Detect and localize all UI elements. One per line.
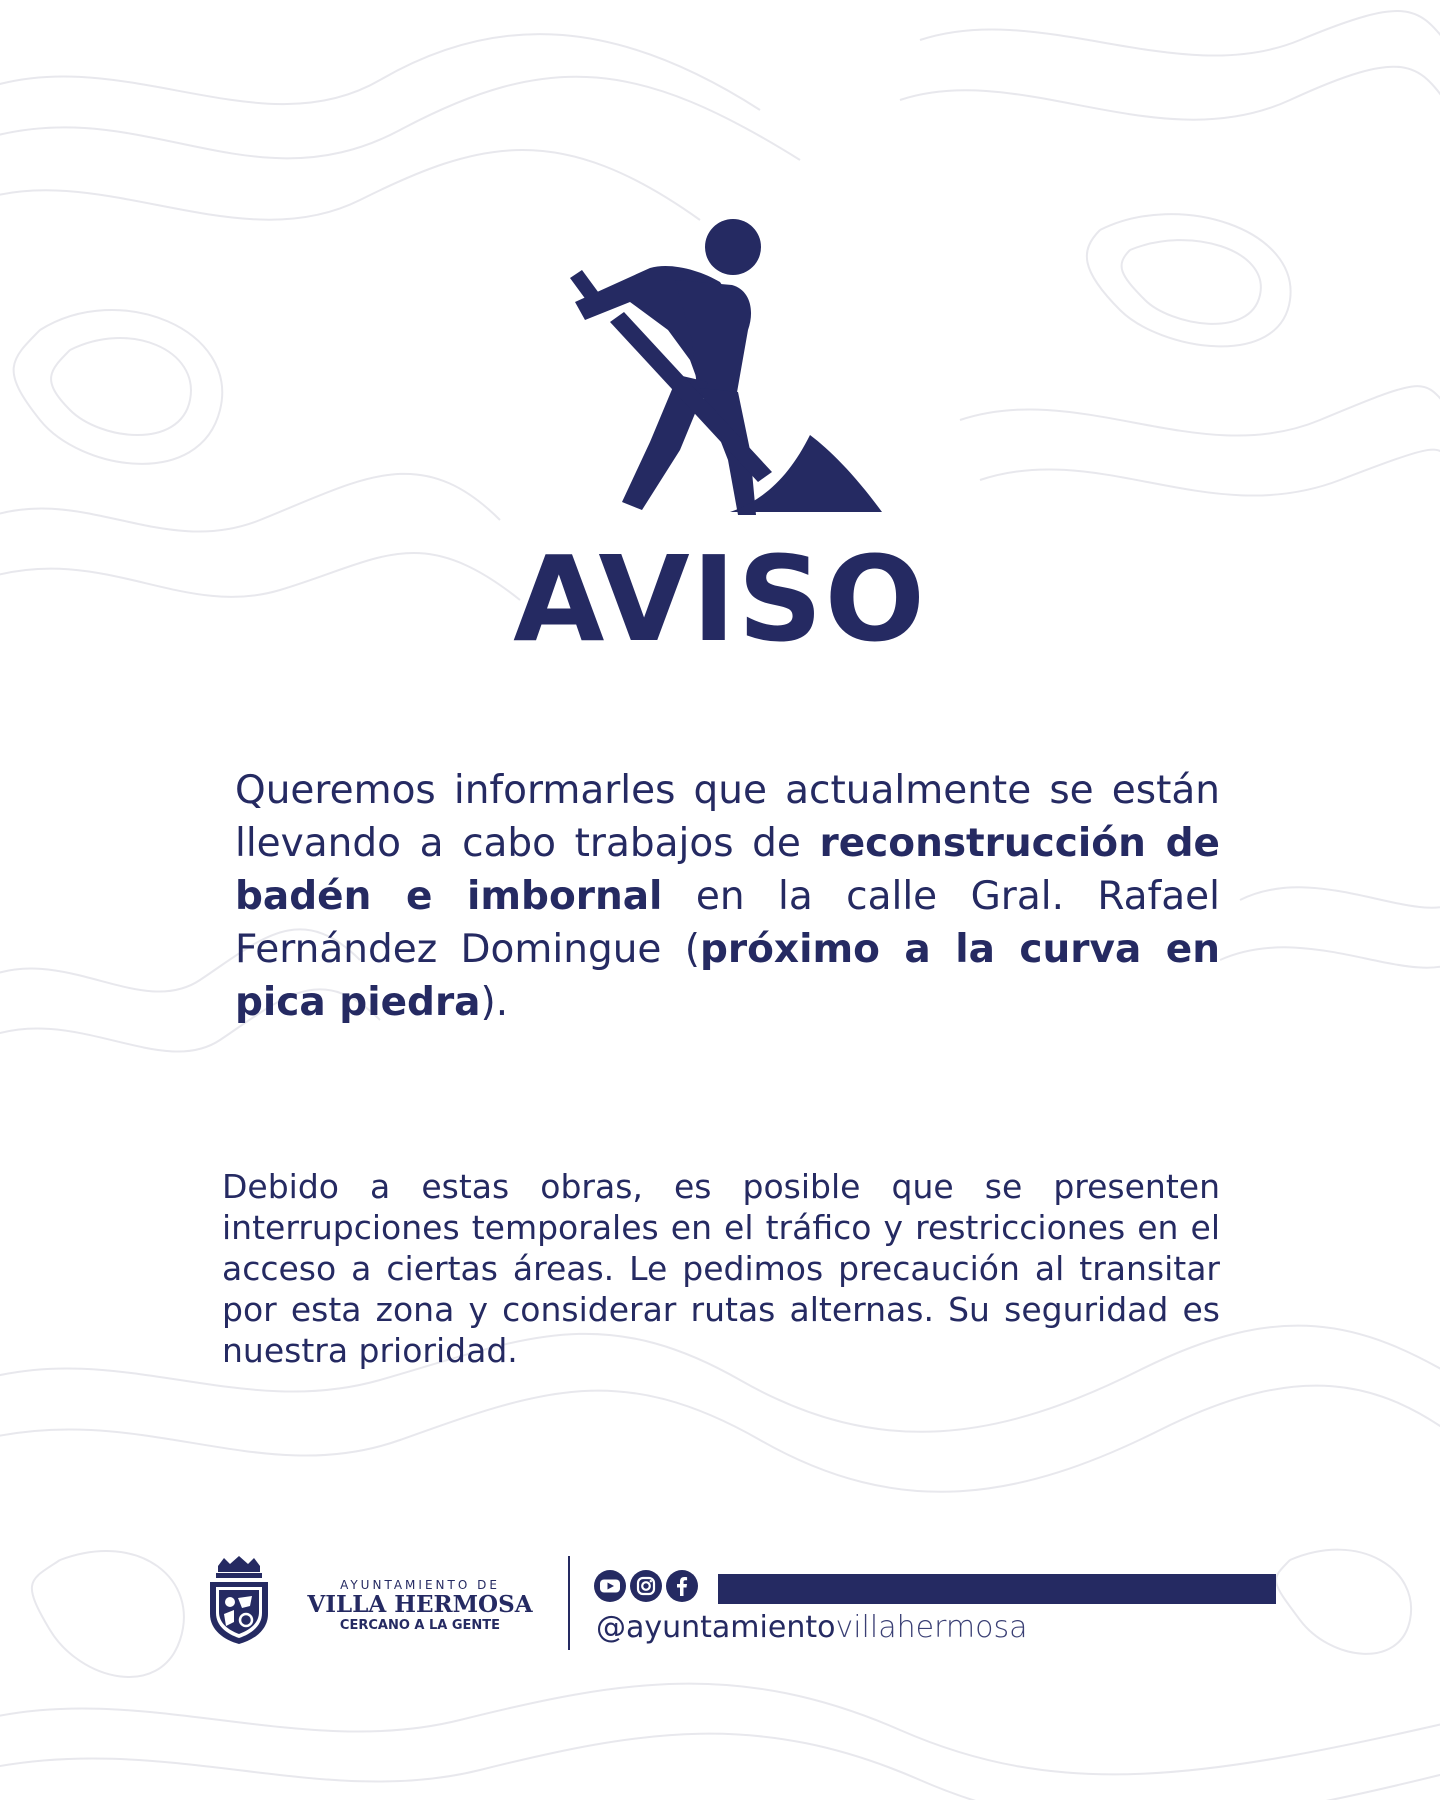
footer-divider bbox=[568, 1556, 570, 1650]
lead-bold-location: próximo a la curva en pica piedra bbox=[235, 927, 1220, 1025]
social-icons bbox=[594, 1570, 698, 1604]
handle-light: villahermosa bbox=[835, 1610, 1028, 1645]
youtube-icon[interactable] bbox=[594, 1570, 626, 1602]
social-handle[interactable] bbox=[596, 1610, 1027, 1646]
facebook-icon[interactable] bbox=[666, 1570, 698, 1602]
brand-slogan: CERCANO A LA GENTE bbox=[339, 1618, 501, 1633]
lead-text-1: Queremos informarles que actualmente se están llevando a cabo trabajos de bbox=[235, 768, 1220, 866]
brand-block bbox=[290, 1578, 550, 1634]
worker-shoveling-icon bbox=[560, 210, 890, 530]
lead-text-3: ). bbox=[480, 980, 509, 1025]
municipal-crest-icon bbox=[204, 1556, 274, 1646]
footer bbox=[0, 1540, 1440, 1660]
brand-name: VILLA HERMOSA bbox=[307, 1591, 533, 1618]
notice-lead-paragraph bbox=[235, 764, 1220, 1029]
footer-accent-bar bbox=[718, 1574, 1276, 1604]
lead-text-2: en la calle Gral. Rafael Fernández Domingue ( bbox=[235, 874, 1220, 972]
handle-strong: @ayuntamiento bbox=[596, 1610, 836, 1645]
notice-body-paragraph: Debido a estas obras, es posible que se presenten interrupciones temporales en el tráfico y restricciones en el acceso a ciertas áreas. Le pedimos precaución al transitar por esta zona y considerar rutas alternas. Su seguridad es nuestra prioridad. bbox=[222, 1167, 1220, 1370]
brand-top-text: AYUNTAMIENTO DE bbox=[340, 1578, 500, 1592]
notice-title: AVISO bbox=[513, 530, 927, 668]
lead-bold-work-type: reconstrucción de badén e imbornal bbox=[235, 821, 1220, 919]
instagram-icon[interactable] bbox=[630, 1570, 662, 1602]
